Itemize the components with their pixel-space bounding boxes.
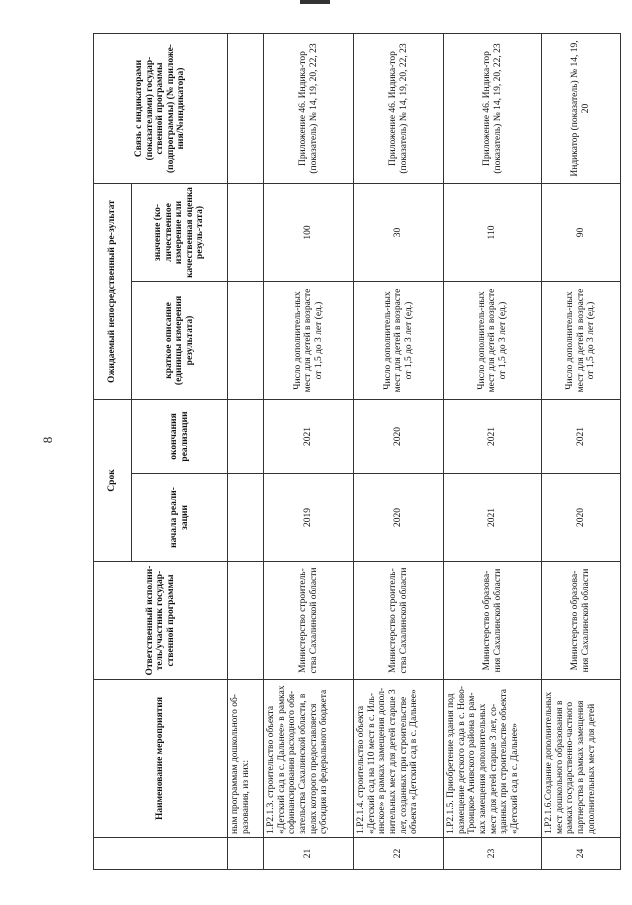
header-result-value: значение (ко-личественное измерение или качественная оценка резуль-тата) [132, 184, 228, 282]
page-number: 8 [40, 436, 55, 444]
row-name: 1.P2.1.5. Приобретение здания под размещение детского сада в с. Ново-Троицкое Анивского района в рам-ках замещения дополнительных мест для детей старше 3 лет, со-зданных при строительстве объекта «Детский сад в с. Дальнее» [444, 680, 542, 838]
continuation-name: ным программам дошкольного об-разования, из них: [228, 680, 264, 838]
header-result: Ожидаемый непосредственный ре-зультат [94, 184, 132, 400]
row-indicator: Приложение 46. Индика-тор (показатель) № 14, 19, 20, 22, 23 [354, 34, 444, 184]
row-responsible: Министерство строитель-ства Сахалинской области [264, 562, 354, 680]
row-result-desc: Число дополнитель-ных мест для детей в возрасте от 1,5 до 3 лет (ед.) [354, 282, 444, 400]
row-indicator: Приложение 46. Индика-тор (показатель) № 14, 19, 20, 22, 23 [264, 34, 354, 184]
row-indicator: Индикатор (показатель) № 14, 19, 20 [542, 34, 621, 184]
table-row [444, 34, 542, 870]
row-result-desc: Число дополнитель-ных мест для детей в возрасте от 1,5 до 3 лет (ед.) [542, 282, 621, 400]
row-end: 2021 [542, 400, 621, 474]
header-name: Наименование мероприятия [94, 680, 228, 838]
row-end: 2021 [444, 400, 542, 474]
scan-mark [300, 0, 330, 4]
table-row [542, 34, 621, 870]
row-num: 22 [354, 838, 444, 870]
row-result-value: 100 [264, 184, 354, 282]
header-num [94, 838, 228, 870]
table-row [264, 34, 354, 870]
row-name: 1.P2.1.4. строительство объекта «Детский сад на 110 мест в с. Иль-инское» в рамках замещения допол-нительных мест для детей старше 3 лет, созданных при строительстве объекта «Детский сад в с. Дальнее» [354, 680, 444, 838]
table-row [354, 34, 444, 870]
row-start: 2019 [264, 474, 354, 562]
header-indicator: Связь с индикаторами (показателями) государ-ственной программы (подпрограммы) (№ приложе-ния/№индикатора) [94, 34, 228, 184]
row-indicator: Приложение 46. Индика-тор (показатель) № 14, 19, 20, 22, 23 [444, 34, 542, 184]
row-result-value: 110 [444, 184, 542, 282]
row-start: 2020 [542, 474, 621, 562]
row-num: 24 [542, 838, 621, 870]
row-end: 2021 [264, 400, 354, 474]
row-result-desc: Число дополнитель-ных мест для детей в возрасте от 1,5 до 3 лет (ед.) [444, 282, 542, 400]
table-row-continuation [228, 34, 264, 870]
row-start: 2020 [354, 474, 444, 562]
row-responsible: Министерство строитель-ства Сахалинской области [354, 562, 444, 680]
row-end: 2020 [354, 400, 444, 474]
row-responsible: Министерство образова-ния Сахалинской области [444, 562, 542, 680]
header-start: начала реали-зации [132, 474, 228, 562]
measures-table [93, 33, 621, 870]
row-num: 21 [264, 838, 354, 870]
row-start: 2021 [444, 474, 542, 562]
row-num: 23 [444, 838, 542, 870]
header-responsible: Ответственный исполни-тель/участник государ-ственной программы [94, 562, 228, 680]
row-responsible: Министерство образова-ния Сахалинской области [542, 562, 621, 680]
header-period: Срок [94, 400, 132, 562]
rotated-table-container [93, 34, 620, 870]
row-result-value: 30 [354, 184, 444, 282]
row-name: 1.P2.1.6.Создание дополнительных мест дошкольного образования в рамках государственно-частного партнерства в рамках замещения дополнительных мест для детей [542, 680, 621, 838]
header-result-desc: краткое описание (единицы измерения результата) [132, 282, 228, 400]
row-result-value: 90 [542, 184, 621, 282]
row-result-desc: Число дополнитель-ных мест для детей в возрасте от 1,5 до 3 лет (ед.) [264, 282, 354, 400]
row-name: 1.P2.1.3. строительство объекта «Детский сад в с. Дальнее» в рамках софинансирования расходного обя-зательства Сахалинской области, в целях которого предоставляется субсидия из федерального бюджета [264, 680, 354, 838]
header-end: окончания реализации [132, 400, 228, 474]
